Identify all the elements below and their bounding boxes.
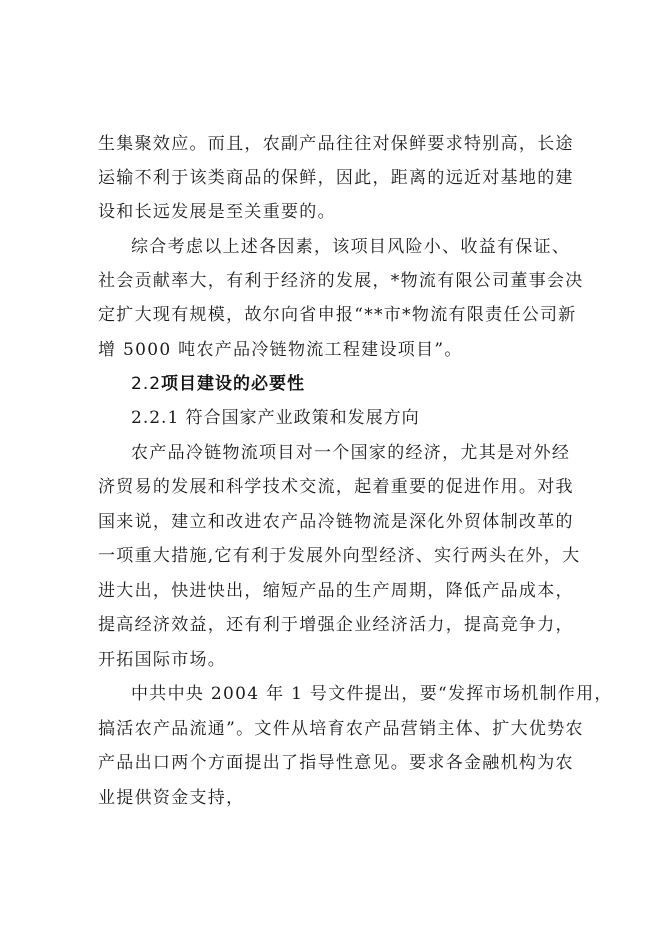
section-heading-text: 项目建设的必要性 [161,374,306,394]
para4-line-4: 业提供资金支持， [98,788,245,808]
para2-line-2: 社会贡献率大，有利于经济的发展，*物流有限公司董事会决 [98,271,584,291]
subsection-heading: 2.2.1 符合国家产业政策和发展方向 [131,408,420,428]
para3-line-2: 济贸易的发展和科学技术交流，起着重要的促进作用。对我 [98,477,574,497]
para3-line-1: 农产品冷链物流项目对一个国家的经济，尤其是对外经 [131,443,571,463]
para4-line-3: 产品出口两个方面提出了指导性意见。要求各金融机构为农 [98,753,574,773]
section-heading [131,374,305,394]
para2-line-4: 增 5000 吨农产品冷链物流工程建设项目”。 [98,340,463,360]
para2-line-3: 定扩大现有规模，故尔向省申报“**市*物流有限责任公司新 [98,305,577,325]
para1-line-1: 生集聚效应。而且，农副产品往往对保鲜要求特别高，长途 [98,134,574,154]
section-heading-number: 2.2 [131,374,162,394]
para3-line-5: 进大出，快进快出，缩短产品的生产周期，降低产品成本， [98,581,574,601]
para3-line-6: 提高经济效益，还有利于增强企业经济活力，提高竞争力， [98,615,574,635]
para4-line-2: 搞活农产品流通”。文件从培育农产品营销主体、扩大优势农 [98,719,584,739]
para1-line-3: 设和长远发展是至关重要的。 [98,202,336,222]
para4-line-1: 中共中央 2004 年 1 号文件提出，要“发挥市场机制作用， [131,684,613,704]
para2-line-1: 综合考虑以上述各因素，该项目风险小、收益有保证、 [131,237,571,257]
para3-line-7: 开拓国际市场。 [98,650,227,670]
para3-line-3: 国来说，建立和改进农产品冷链物流是深化外贸体制改革的 [98,512,574,532]
para3-line-4: 一项重大措施,它有利于发展外向型经济、实行两头在外，大 [98,546,581,566]
para1-line-2: 运输不利于该类商品的保鲜，因此，距离的远近对基地的建 [98,168,574,188]
